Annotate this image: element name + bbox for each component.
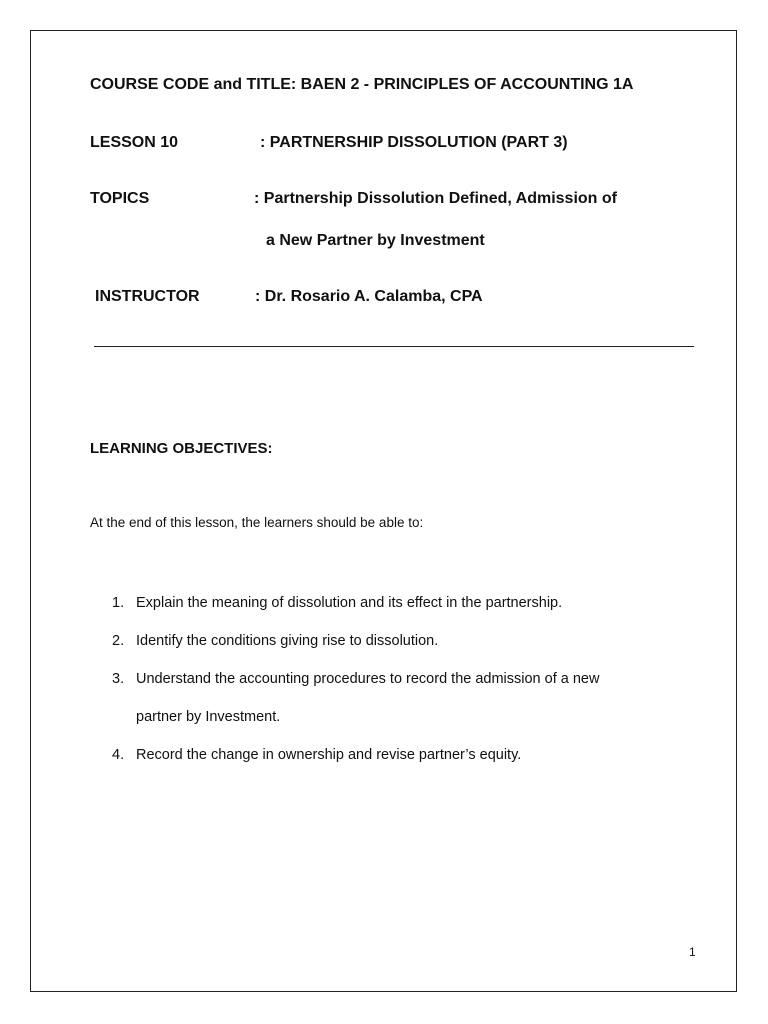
topics-value-line1: : Partnership Dissolution Defined, Admission of [254,190,617,207]
page-number: 1 [689,945,696,959]
objective-number: 3. [112,671,125,687]
objective-text: Identify the conditions giving rise to dissolution. [136,633,439,649]
page-border [30,30,737,992]
objectives-intro: At the end of this lesson, the learners should be able to: [90,515,424,530]
lesson-title: : PARTNERSHIP DISSOLUTION (PART 3) [260,134,568,151]
header-divider [94,346,694,347]
learning-objectives-heading: LEARNING OBJECTIVES: [90,440,273,457]
objective-number: 4. [112,747,125,763]
objective-text: Understand the accounting procedures to record the admission of a new [136,671,600,687]
objective-item-4 [108,736,688,774]
objective-item-3 [108,660,688,736]
topics-value-line2: a New Partner by Investment [266,232,485,249]
objective-number: 2. [112,633,125,649]
objectives-list [108,584,688,774]
lesson-label: LESSON 10 [90,134,179,151]
objective-number: 1. [112,595,125,611]
course-title: COURSE CODE and TITLE: BAEN 2 - PRINCIPLES OF ACCOUNTING 1A [90,76,634,93]
objective-text: Record the change in ownership and revise partner’s equity. [136,747,522,763]
objective-text-continuation: partner by Investment. [136,709,281,725]
instructor-label: INSTRUCTOR [95,288,200,305]
objective-item-1 [108,584,688,622]
objective-text: Explain the meaning of dissolution and its effect in the partnership. [136,595,563,611]
topics-label: TOPICS [90,190,150,207]
instructor-name: : Dr. Rosario A. Calamba, CPA [255,288,483,305]
objective-item-2 [108,622,688,660]
